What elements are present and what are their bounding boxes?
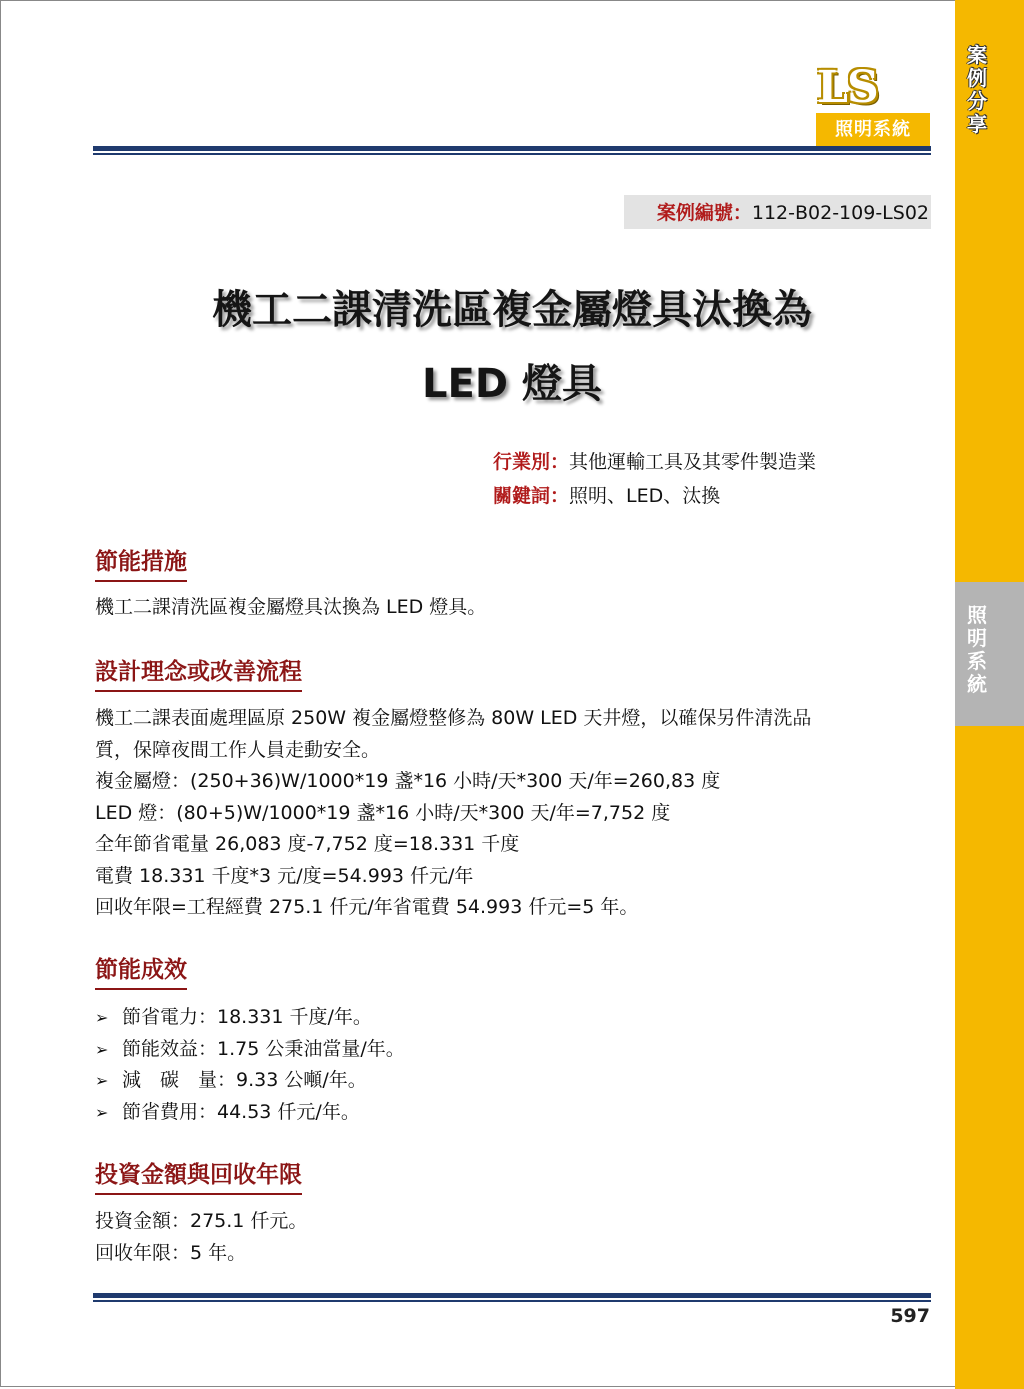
investment-heading: [95, 1156, 302, 1195]
list-item: ➢ 節能效益：1.75 公秉油當量/年。: [95, 1034, 405, 1066]
industry-row: [493, 450, 816, 474]
design-line: 機工二課表面處理區原 250W 複金屬燈整修為 80W LED 天井燈，以確保另件清洗品: [95, 707, 812, 729]
design-line: 全年節省電量 26,083 度-7,752 度=18.331 千度: [95, 833, 520, 855]
investment-heading-text: 投資金額與回收年限: [95, 1156, 302, 1195]
measures-heading: [95, 543, 187, 582]
investment-line: 回收年限：5 年。: [95, 1241, 247, 1264]
list-item: ➢ 減 碳 量：9.33 公噸/年。: [95, 1065, 405, 1097]
design-line: 回收年限=工程經費 275.1 仟元/年省電費 54.993 仟元=5 年。: [95, 896, 639, 918]
list-item: ➢ 節省費用：44.53 仟元/年。: [95, 1097, 405, 1129]
page-title-line1: 機工二課清洗區複金屬燈具汰換為: [212, 287, 812, 333]
results-list: [95, 1002, 405, 1128]
page-number: 597: [890, 1305, 930, 1327]
footer-rule: [93, 1293, 931, 1302]
arrow-bullet-icon: ➢: [95, 1102, 109, 1122]
logo-label: 照明系統: [816, 113, 930, 146]
measures-body: [95, 592, 486, 624]
case-number-value: 112-B02-109-LS02: [751, 202, 929, 224]
keywords-label: 關鍵詞：: [493, 485, 570, 507]
measures-text: 機工二課清洗區複金屬燈具汰換為 LED 燈具。: [95, 596, 487, 618]
industry-value: 其他運輸工具及其零件製造業: [569, 451, 817, 473]
results-heading: [95, 951, 187, 990]
design-body: [95, 703, 811, 924]
keywords-row: [493, 484, 720, 508]
measures-heading-text: 節能措施: [95, 543, 187, 582]
keywords-value: 照明、LED、汰換: [569, 485, 721, 507]
investment-body: [95, 1206, 307, 1269]
case-number: [624, 195, 931, 229]
design-heading: [95, 653, 302, 692]
list-item: ➢ 節省電力：18.331 千度/年。: [95, 1002, 405, 1034]
arrow-bullet-icon: ➢: [95, 1039, 109, 1059]
logo-letters: LS: [817, 62, 878, 113]
header-rule: [93, 146, 931, 155]
results-heading-text: 節能成效: [95, 951, 187, 990]
arrow-bullet-icon: ➢: [95, 1008, 109, 1027]
design-heading-text: 設計理念或改善流程: [95, 653, 302, 692]
investment-line: 投資金額：275.1 仟元。: [95, 1210, 308, 1232]
section-tab-label: 照明系統: [967, 603, 987, 696]
design-line: 電費 18.331 千度*3 元/度=54.993 仟元/年: [95, 864, 474, 887]
design-line: 複金屬燈：(250+36)W/1000*19 盞*16 小時/天*300 天/年=260,83 度: [95, 770, 721, 792]
design-line: LED 燈：(80+5)W/1000*19 盞*16 小時/天*300 天/年=7,752 度: [95, 801, 671, 824]
case-share-label: 案例分享: [967, 43, 987, 136]
page-title-line2: LED 燈具: [422, 361, 602, 407]
case-number-label: 案例編號：: [656, 202, 752, 224]
industry-label: 行業別：: [493, 451, 570, 473]
ls-logo: [799, 62, 930, 146]
design-line: 質，保障夜間工作人員走動安全。: [95, 738, 381, 761]
arrow-bullet-icon: ➢: [95, 1071, 109, 1090]
